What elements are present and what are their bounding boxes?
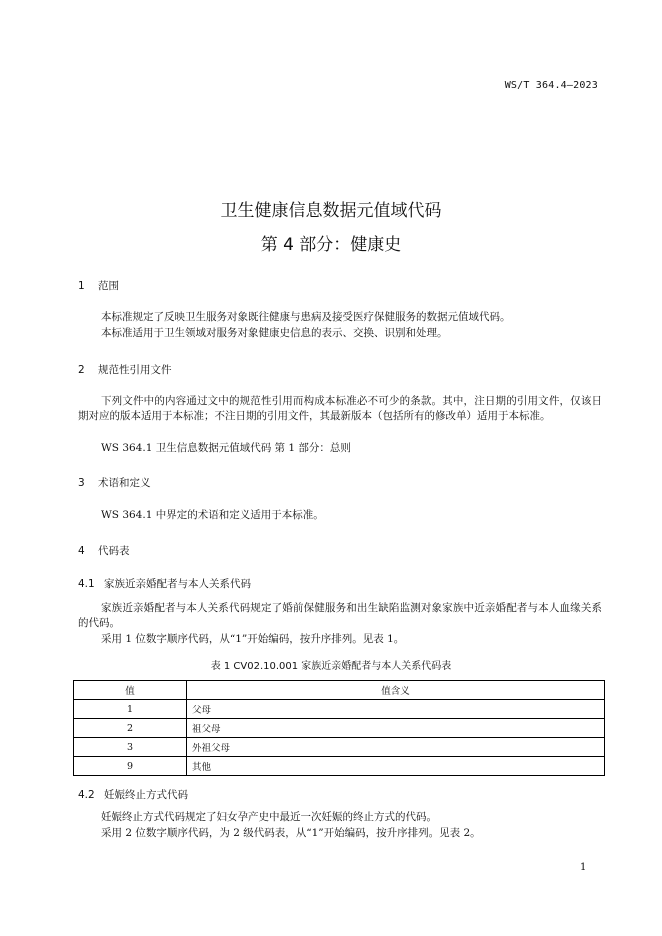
section-3-heading xyxy=(78,475,151,490)
section-4-2-paragraph-1: 妊娠终止方式代码规定了妇女孕产史中最近一次妊娠的终止方式的代码。 xyxy=(101,811,437,823)
column-header-value: 值 xyxy=(74,681,187,700)
normative-reference: WS 364.1 卫生信息数据元值域代码 第 1 部分：总则 xyxy=(101,442,351,454)
page-number: 1 xyxy=(580,862,587,873)
code-meaning: 祖父母 xyxy=(187,719,605,738)
code-value: 9 xyxy=(74,757,187,776)
table-row xyxy=(74,719,605,738)
section-2-paragraph-1: 下列文件中的内容通过文中的规范性引用而构成本标准必不可少的条款。其中，注日期的引用文件，仅该日期对应的版本适用于本标准；不注日期的引用文件，其最新版本（包括所有的修改单）适用于本标准。 xyxy=(78,395,602,422)
table-1-caption: 表 1 CV02.10.001 家族近亲婚配者与本人关系代码表 xyxy=(210,661,452,672)
code-meaning: 父母 xyxy=(187,700,605,719)
section-4-1-heading xyxy=(78,576,251,591)
section-title: 家族近亲婚配者与本人关系代码 xyxy=(104,578,251,590)
code-meaning: 其他 xyxy=(187,757,605,776)
document-code: WS/T 364.4—2023 xyxy=(504,80,598,91)
section-number: 2 xyxy=(78,364,85,376)
section-1-paragraph-1: 本标准规定了反映卫生服务对象既往健康与患病及接受医疗保健服务的数据元值域代码。 xyxy=(101,311,511,323)
section-number: 1 xyxy=(78,280,85,292)
section-title: 规范性引用文件 xyxy=(98,364,172,376)
code-value: 2 xyxy=(74,719,187,738)
section-number: 4.1 xyxy=(78,578,95,590)
section-title: 范围 xyxy=(98,280,119,292)
section-4-heading xyxy=(78,543,130,558)
section-4-2-heading xyxy=(78,787,188,802)
section-4-2-paragraph-2: 采用 2 位数字顺序代码，为 2 级代码表，从“1”开始编码，按升序排列。见表 2。 xyxy=(101,827,481,839)
table-row xyxy=(74,700,605,719)
section-3-paragraph-1: WS 364.1 中界定的术语和定义适用于本标准。 xyxy=(101,509,324,521)
column-header-meaning: 值含义 xyxy=(187,681,605,700)
section-title: 代码表 xyxy=(98,545,130,557)
code-value: 1 xyxy=(74,700,187,719)
section-number: 3 xyxy=(78,477,85,489)
section-1-heading xyxy=(78,278,119,293)
section-number: 4 xyxy=(78,545,85,557)
section-4-1-paragraph-1: 家族近亲婚配者与本人关系代码规定了婚前保健服务和出生缺陷监测对象家族中近亲婚配者与本人血缘关系的代码。 xyxy=(78,602,602,629)
section-2-heading xyxy=(78,362,172,377)
section-number: 4.2 xyxy=(78,789,95,801)
table-header-row xyxy=(74,681,605,700)
document-subtitle: 第 4 部分：健康史 xyxy=(260,235,402,255)
section-4-1-paragraph-2: 采用 1 位数字顺序代码，从“1”开始编码，按升序排列。见表 1。 xyxy=(101,633,405,645)
table-row xyxy=(74,738,605,757)
code-value: 3 xyxy=(74,738,187,757)
section-title: 妊娠终止方式代码 xyxy=(104,789,188,801)
document-title: 卫生健康信息数据元值域代码 xyxy=(220,201,442,221)
code-table-1 xyxy=(73,680,605,776)
table-row xyxy=(74,757,605,776)
section-title: 术语和定义 xyxy=(98,477,151,489)
code-meaning: 外祖父母 xyxy=(187,738,605,757)
section-1-paragraph-2: 本标准适用于卫生领域对服务对象健康史信息的表示、交换、识别和处理。 xyxy=(101,327,448,339)
